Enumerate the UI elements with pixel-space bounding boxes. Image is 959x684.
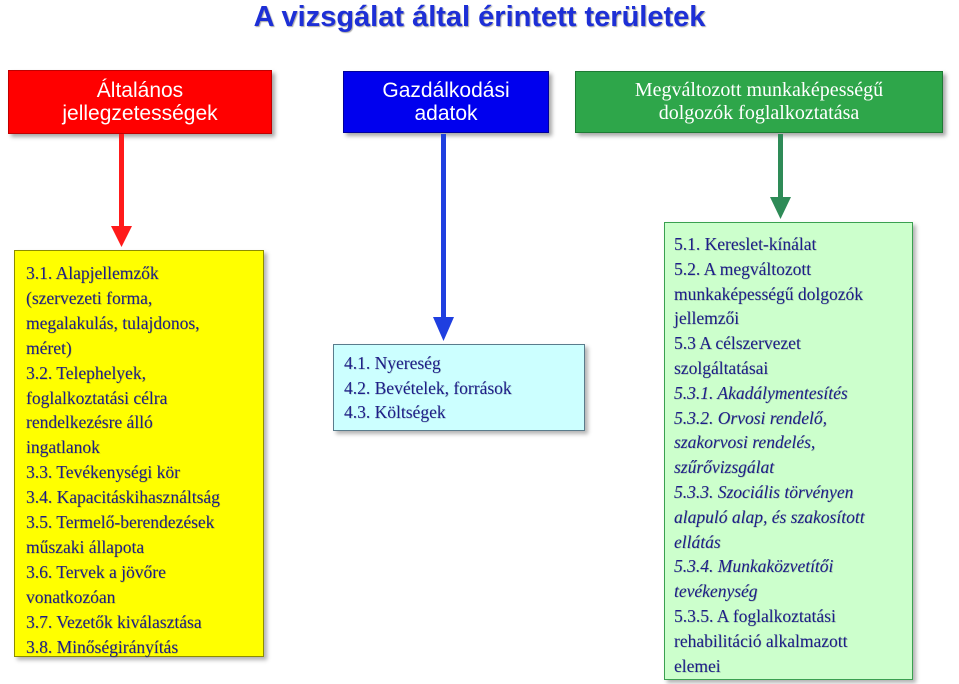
header-disabled-employment: Megváltozott munkaképességű dolgozók foglalkoztatása [575,71,943,133]
list-item: 5.3.4. Munkaközvetítői tevékenység [674,556,834,602]
list-item: 3.6. Tervek a jövőre vonatkozóan [26,561,166,607]
list-item: 5.3.3. Szociális törvényen alapuló alap, és szakosított ellátás [674,481,865,552]
list-item: 3.7. Vezetők kiválasztása [26,611,202,632]
list-item: 3.1. Alapjellemzők (szervezeti forma, megalakulás, tulajdonos, méret) [26,263,200,358]
list-item: 3.2. Telephelyek, foglalkoztatási célra rendelkezésre álló ingatlanok [26,362,168,458]
list-disabled-employment [664,222,913,680]
list-item: 5.2. A megváltozott munkaképességű dolgozók jellemzői [674,258,864,329]
list-economic-data [333,344,585,431]
list-item: 5.1. Kereslet-kínálat [674,234,817,254]
arrow-disabled [770,134,791,219]
list-item: 3.5. Termelő-berendezések műszaki állapota [26,512,215,557]
diagram-title: A vizsgálat által érintett területek [253,1,706,33]
list-item: 4.3. Költségek [344,402,446,422]
list-item: 5.3.1. Akadálymentesítés [674,382,848,403]
list-item: 3.3. Tevékenységi kör [26,462,180,483]
list-general-characteristics [14,250,264,657]
list-item: 4.2. Bevételek, források [344,377,512,398]
list-item: 3.8. Minőségirányítás [26,636,179,657]
list-item: 3.4. Kapacitáskihasználtság [26,487,220,508]
arrow-general [111,134,132,247]
list-item: 5.3.5. A foglalkoztatási rehabilitáció alkalmazott elemei [674,605,848,676]
header-general-characteristics: Általános jellegzetességek [8,70,272,134]
list-item: 5.3 A célszervezet szolgáltatásai [674,333,801,378]
header-economic-data: Gazdálkodási adatok [343,71,549,133]
arrow-economic [433,134,454,341]
list-item: 5.3.2. Orvosi rendelő, szakorvosi rendelés, szűrővizsgálat [674,407,827,478]
list-item: 4.1. Nyereség [344,353,441,373]
